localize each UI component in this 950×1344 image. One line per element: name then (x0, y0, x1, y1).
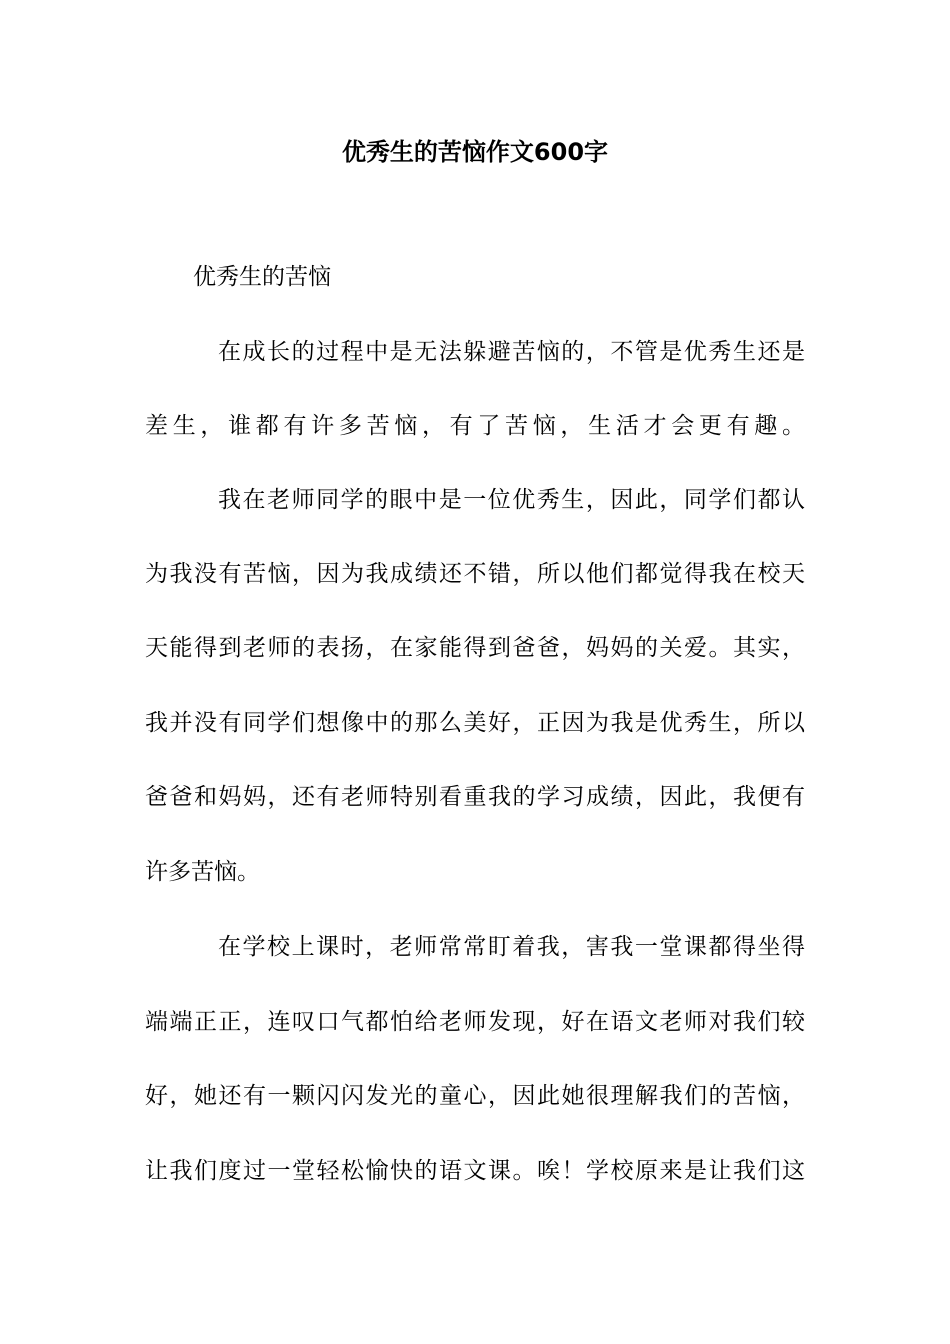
paragraph-line: 我并没有同学们想像中的那么美好，正因为我是优秀生，所以 (145, 710, 805, 736)
paragraph-line: 让我们度过一堂轻松愉快的语文课。唉！学校原来是让我们这 (145, 1158, 805, 1184)
paragraph-line: 在成长的过程中是无法躲避苦恼的，不管是优秀生还是 (218, 339, 805, 365)
paragraph-line: 好，她还有一颗闪闪发光的童心，因此她很理解我们的苦恼， (145, 1083, 805, 1109)
paragraph-line: 我在老师同学的眼中是一位优秀生，因此，同学们都认 (218, 487, 805, 513)
paragraph-line: 为我没有苦恼，因为我成绩还不错，所以他们都觉得我在校天 (145, 561, 805, 587)
essay-subtitle: 优秀生的苦恼 (193, 264, 331, 290)
paragraph-line: 爸爸和妈妈，还有老师特别看重我的学习成绩，因此，我便有 (145, 784, 805, 810)
paragraph-line: 在学校上课时，老师常常盯着我，害我一堂课都得坐得 (218, 934, 805, 960)
paragraph-line: 差生，谁都有许多苦恼，有了苦恼，生活才会更有趣。 (145, 413, 805, 439)
paragraph-line: 端端正正，连叹口气都怕给老师发现，好在语文老师对我们较 (145, 1009, 805, 1035)
paragraph-line: 许多苦恼。 (145, 859, 260, 885)
paragraph-line: 天能得到老师的表扬，在家能得到爸爸，妈妈的关爱。其实， (145, 635, 805, 661)
document-title: 优秀生的苦恼作文600字 (341, 138, 609, 166)
